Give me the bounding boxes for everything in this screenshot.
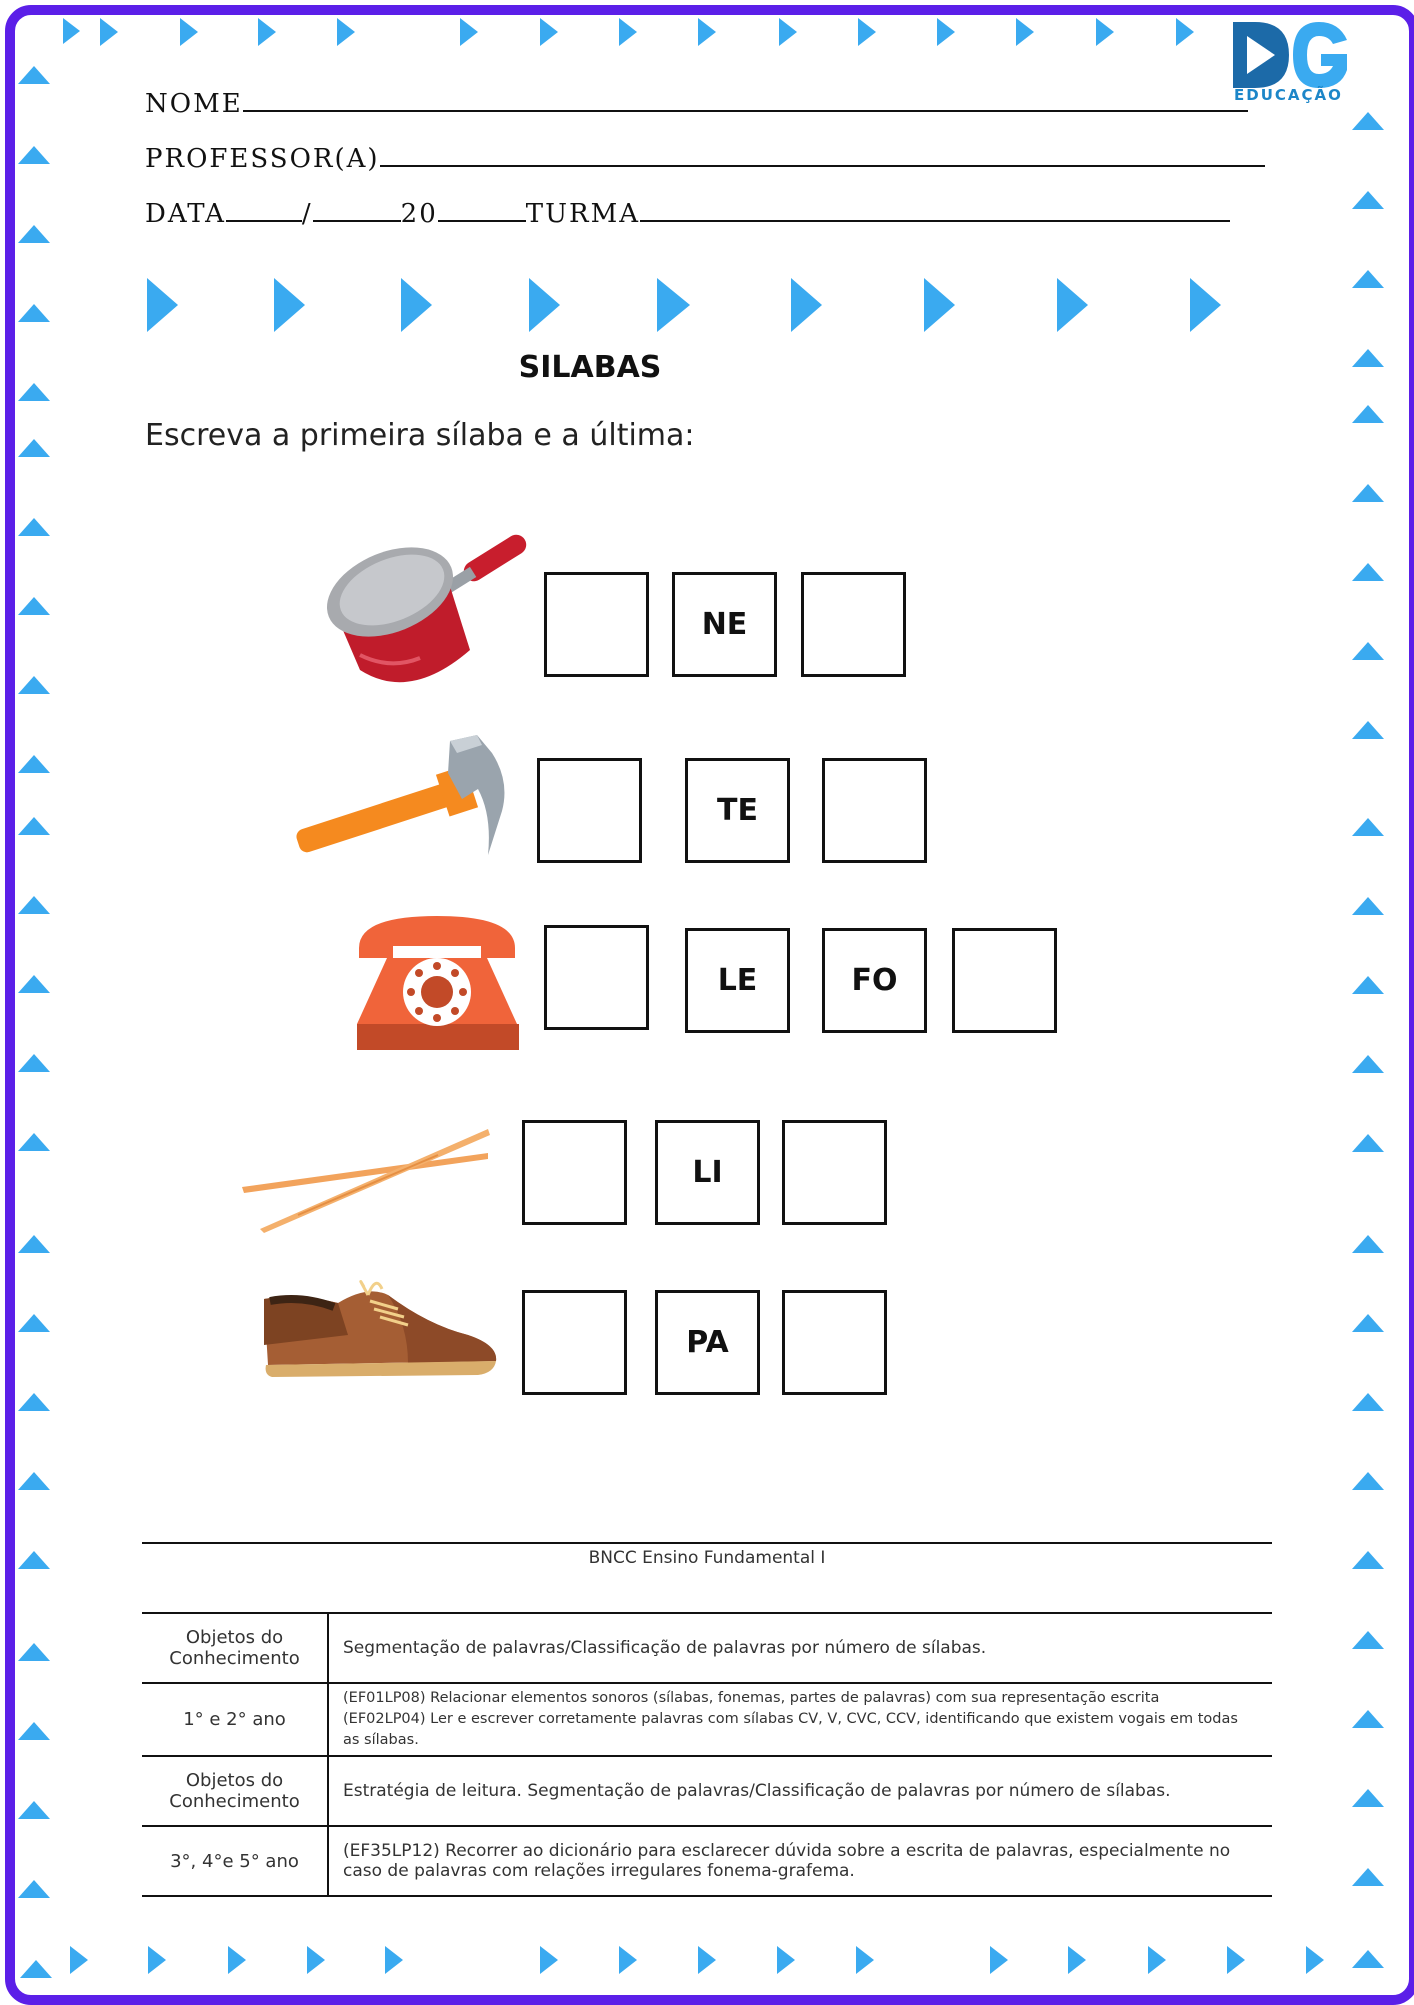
syllable-box[interactable] [522, 1290, 627, 1395]
instruction-text: Escreva a primeira sílaba e a última: [145, 418, 695, 453]
table-cell-label: Objetos do Conhecimento [142, 1756, 328, 1826]
table-cell-content [328, 1683, 1272, 1756]
month-blank[interactable] [313, 198, 401, 222]
shoe-icon [258, 1265, 503, 1385]
day-blank[interactable] [226, 198, 302, 222]
table-row [142, 1613, 1272, 1683]
syllable-box[interactable]: LE [685, 928, 790, 1033]
year-blank[interactable] [438, 198, 526, 222]
bncc-title: BNCC Ensino Fundamental I [588, 1548, 826, 1568]
syllable-box[interactable]: FO [822, 928, 927, 1033]
bncc-table [142, 1612, 1272, 1897]
hammer-icon [292, 733, 512, 858]
syllable-box[interactable] [544, 572, 649, 677]
table-row [142, 1826, 1272, 1896]
syllable-box[interactable]: NE [672, 572, 777, 677]
syllable-box[interactable] [537, 758, 642, 863]
syllable-box[interactable]: TE [685, 758, 790, 863]
syllable-box[interactable]: LI [655, 1120, 760, 1225]
table-row [142, 1683, 1272, 1756]
class-blank[interactable] [640, 198, 1230, 222]
table-cell-label: Objetos do Conhecimento [142, 1613, 328, 1683]
table-cell-content: Segmentação de palavras/Classificação de palavras por número de sílabas. [328, 1613, 1272, 1683]
class-label: TURMA [525, 199, 640, 229]
skill-line: (EF01LP08) Relacionar elementos sonoros (sílabas, fonemas, partes de palavras) com sua representação escrita [343, 1690, 1160, 1706]
date-label: DATA [145, 199, 226, 229]
logo-text: EDUCAÇÃO [1234, 86, 1343, 104]
telephone-icon [355, 912, 520, 1052]
name-blank[interactable] [243, 88, 1248, 112]
syllable-box[interactable] [782, 1290, 887, 1395]
teacher-blank[interactable] [380, 143, 1265, 167]
syllable-box[interactable] [822, 758, 927, 863]
syllable-box[interactable] [544, 925, 649, 1030]
table-cell-content: (EF35LP12) Recorrer ao dicionário para esclarecer dúvida sobre a escrita de palavras, especialmente no caso de palavras com relações irregulares fonema-grafema. [328, 1826, 1272, 1896]
syllable-box[interactable] [801, 572, 906, 677]
syllable-box[interactable] [952, 928, 1057, 1033]
date-separator: / [301, 199, 313, 229]
syllable-box[interactable] [522, 1120, 627, 1225]
page-title: SILABAS [518, 350, 662, 385]
name-label: NOME [145, 89, 243, 119]
year-prefix: 20 [400, 199, 438, 229]
syllable-box[interactable] [782, 1120, 887, 1225]
skill-line: (EF02LP04) Ler e escrever corretamente palavras com sílabas CV, V, CVC, CCV, identificando que existem vogais em todas as sílabas. [343, 1711, 1238, 1749]
teacher-label: PROFESSOR(A) [145, 144, 380, 174]
table-cell-content: Estratégia de leitura. Segmentação de palavras/Classificação de palavras por número de sílabas. [328, 1756, 1272, 1826]
name-line[interactable] [145, 88, 1248, 119]
bncc-divider [142, 1542, 1272, 1544]
toothpicks-icon [238, 1125, 493, 1235]
table-cell-label: 1° e 2° ano [142, 1683, 328, 1756]
syllable-box[interactable]: PA [655, 1290, 760, 1395]
saucepan-icon [320, 530, 545, 695]
date-line[interactable] [145, 198, 1230, 229]
table-cell-label: 3°, 4°e 5° ano [142, 1826, 328, 1896]
teacher-line[interactable] [145, 143, 1265, 174]
table-row [142, 1756, 1272, 1826]
